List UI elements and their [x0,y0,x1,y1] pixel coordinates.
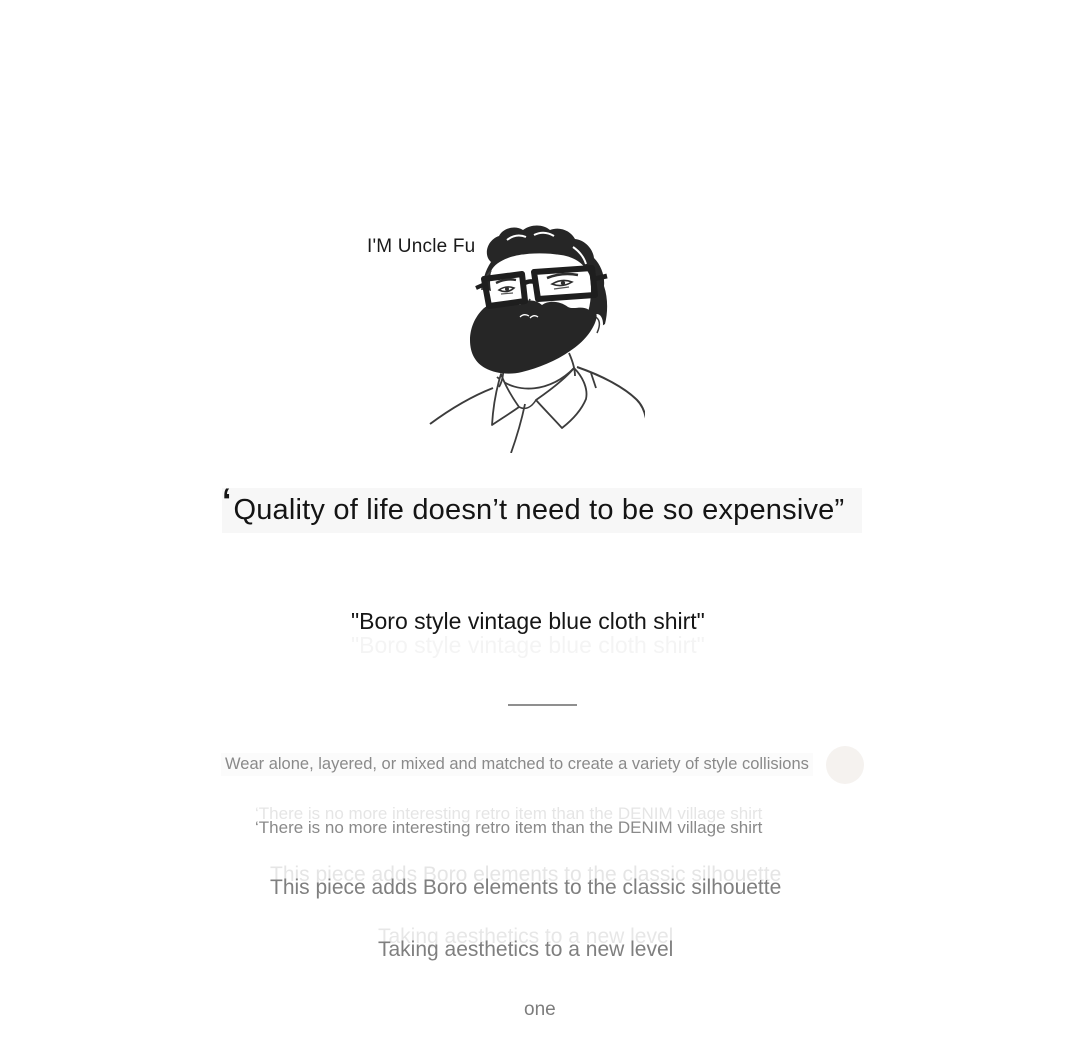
description-line-1: Wear alone, layered, or mixed and matched to create a variety of style collisions [225,755,809,773]
author-name-label: I'M Uncle Fu [367,236,476,257]
shoulder-seam-line [591,373,596,388]
left-lower-lid-line [501,293,513,294]
description-line-4: Taking aesthetics to a new level [378,938,674,961]
left-collar-flap [492,374,519,425]
glasses-bridge [523,281,535,284]
description-line-3: This piece adds Boro elements to the classic silhouette [270,876,782,899]
section-divider [508,704,577,706]
closing-quote-mark: ” [834,494,845,526]
left-pupil [505,287,509,291]
right-eyebrow [547,274,578,278]
main-quote [222,482,862,533]
right-lower-lid-line [554,287,569,289]
decorative-circle [826,746,864,784]
beard-shape [470,301,597,374]
product-title: "Boro style vintage blue cloth shirt" [351,608,705,634]
description-line-2: ‘There is no more interesting retro item than the DENIM village shirt [255,818,763,837]
right-pupil [561,281,565,285]
uncle-fu-portrait-illustration [429,225,645,453]
collar-inner-line [519,400,536,408]
description-line-5: one [524,999,556,1020]
opening-quote-mark: ‘ [222,482,232,520]
right-collar-flap [536,368,587,428]
left-shoulder-line [430,388,493,424]
glasses-right-arm [594,276,607,279]
quote-text: Quality of life doesn’t need to be so expensive [233,494,835,526]
